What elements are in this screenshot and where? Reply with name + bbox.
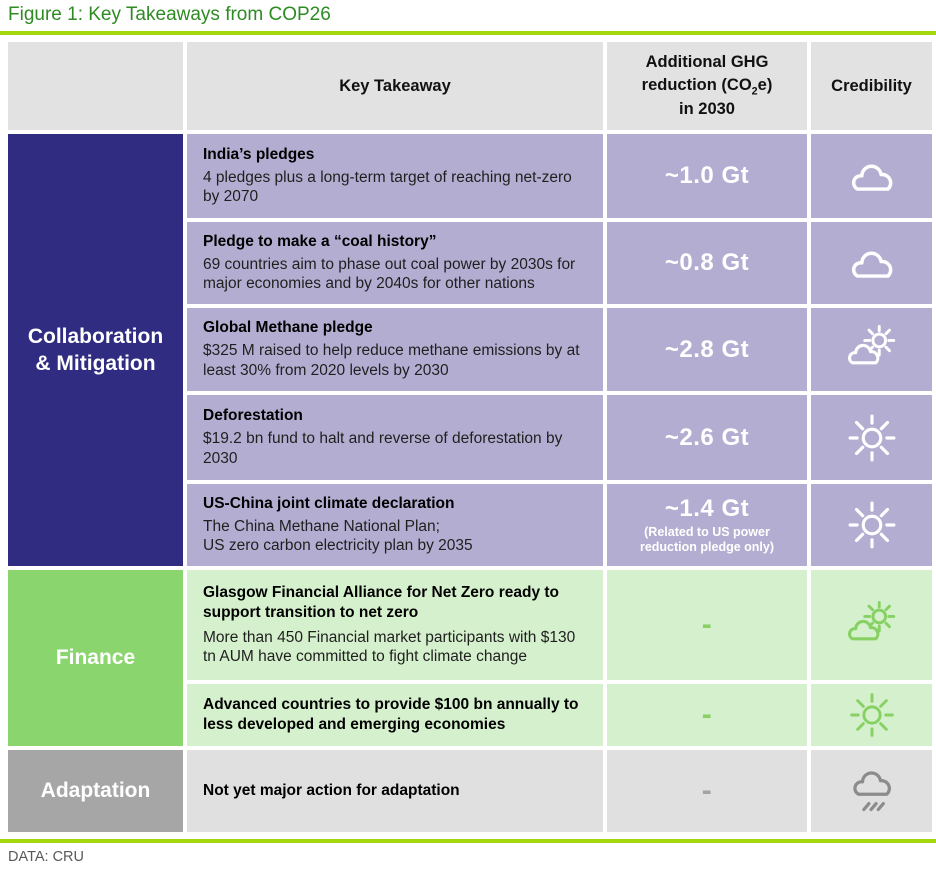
footer-divider: [0, 839, 936, 843]
category-finance: [8, 570, 183, 746]
category-label: Adaptation: [40, 779, 151, 803]
takeaway-body: 69 countries aim to phase out coal power by 2030s for major economies and by 2040s for other nations: [203, 255, 576, 293]
category-label: Finance: [55, 646, 136, 670]
sun-icon: [846, 689, 898, 741]
takeaway-glasgow-alliance: [187, 570, 603, 680]
takeaway-methane-pledge: [187, 308, 603, 391]
ghg-dash: -: [701, 698, 713, 731]
header-credibility-label: Credibility: [831, 76, 912, 95]
header-ghg-co: reduction (CO: [641, 75, 752, 94]
ghg-value: ~1.4 Gt: [664, 495, 750, 522]
takeaway-title: Glasgow Financial Alliance for Net Zero ready to support transition to net zero: [203, 583, 560, 621]
ghg-cell-methane: [607, 308, 807, 391]
ghg-value: ~1.0 Gt: [664, 162, 750, 189]
takeaway-body: 4 pledges plus a long-term target of reaching net-zero by 2070: [203, 168, 572, 206]
takeaway-title: US-China joint climate declaration: [203, 494, 455, 512]
header-ghg-line2: [642, 74, 773, 99]
takeaway-title: Pledge to make a “coal history”: [203, 232, 437, 250]
cloud-icon: [843, 155, 901, 198]
ghg-dash: -: [701, 608, 713, 641]
ghg-cell-glasgow: [607, 570, 807, 680]
takeaway-title: Global Methane pledge: [203, 319, 373, 337]
takeaway-advanced-countries: [187, 684, 603, 746]
category-collaboration-mitigation: [8, 134, 183, 566]
cloud-icon: [843, 242, 901, 285]
ghg-value: ~2.8 Gt: [664, 335, 750, 363]
ghg-cell-india: [607, 134, 807, 218]
credibility-cell-us-china: [811, 484, 932, 566]
takeaway-us-china: [187, 484, 603, 566]
takeaway-body: $325 M raised to help reduce methane emissions by at least 30% from 2020 levels by 2030: [203, 342, 580, 379]
header-ghg-line3: in 2030: [679, 100, 735, 119]
ghg-value: ~2.6 Gt: [664, 423, 750, 451]
takeaway-title: India’s pledges: [203, 145, 315, 163]
figure-title: Figure 1: Key Takeaways from COP26: [8, 4, 331, 25]
ghg-dash: -: [701, 774, 713, 807]
ghg-cell-adaptation: [607, 750, 807, 832]
header-ghg-line1: Additional GHG: [645, 53, 769, 72]
takeaway-adaptation: [187, 750, 603, 832]
credibility-cell-advanced-countries: [811, 684, 932, 746]
header-credibility: [811, 42, 932, 130]
takeaway-title: Deforestation: [203, 407, 303, 425]
header-ghg-e: e): [757, 75, 773, 94]
category-label: Collaboration & Mitigation: [27, 324, 164, 375]
takeaway-body-line2: US zero carbon electricity plan by 2035: [203, 537, 473, 555]
ghg-cell-coal: [607, 222, 807, 304]
category-adaptation: [8, 750, 183, 832]
sun-cloud-icon: [843, 325, 901, 374]
ghg-cell-us-china: [607, 484, 807, 566]
title-underline: [0, 31, 936, 35]
takeaway-title: Not yet major action for adaptation: [203, 782, 460, 800]
takeaway-body: More than 450 Financial market participants with $130 tn AUM have committed to fight climate change: [203, 628, 576, 666]
sun-icon: [844, 497, 900, 553]
credibility-cell-methane: [811, 308, 932, 391]
header-key-takeaway-label: Key Takeaway: [339, 76, 451, 95]
rain-cloud-icon: [845, 767, 899, 816]
credibility-cell-deforestation: [811, 395, 932, 480]
takeaway-body: The China Methane National Plan;: [203, 517, 440, 535]
header-ghg-subscript: 2: [751, 84, 758, 97]
credibility-cell-coal: [811, 222, 932, 304]
ghg-note: (Related to US power reduction pledge only): [639, 525, 775, 554]
ghg-cell-deforestation: [607, 395, 807, 480]
ghg-cell-advanced-countries: [607, 684, 807, 746]
takeaways-table: [8, 42, 932, 832]
credibility-cell-adaptation: [811, 750, 932, 832]
header-corner-cell: [8, 42, 183, 130]
credibility-cell-india: [811, 134, 932, 218]
sun-icon: [844, 410, 900, 466]
credibility-cell-glasgow: [811, 570, 932, 680]
header-key-takeaway: [187, 42, 603, 130]
takeaway-coal-history: [187, 222, 603, 304]
takeaway-title: Advanced countries to provide $100 bn annually to less developed and emerging economies: [203, 696, 579, 733]
takeaway-india-pledges: [187, 134, 603, 218]
takeaway-body: $19.2 bn fund to halt and reverse of deforestation by 2030: [203, 430, 563, 467]
ghg-value: ~0.8 Gt: [664, 249, 750, 276]
takeaway-deforestation: [187, 395, 603, 480]
data-source: DATA: CRU: [8, 849, 84, 865]
sun-cloud-icon: [843, 601, 901, 650]
header-ghg-reduction: [607, 42, 807, 130]
